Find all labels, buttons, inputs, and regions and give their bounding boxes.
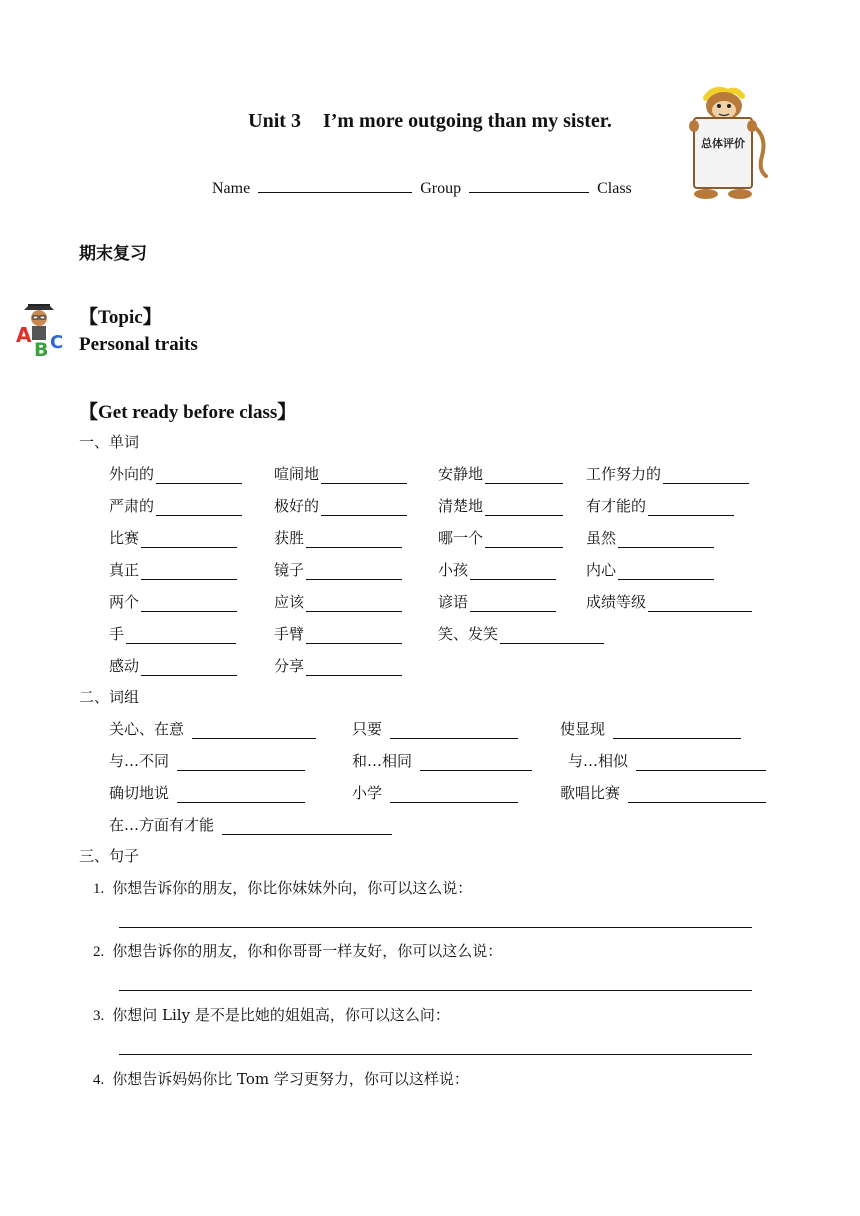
vocab-answer-blank[interactable] — [470, 595, 556, 612]
name-label: Name — [212, 180, 251, 197]
phrase-answer-blank[interactable] — [222, 818, 392, 835]
vocab-item — [586, 495, 734, 516]
phrase-item — [560, 718, 741, 739]
vocab-answer-blank[interactable] — [485, 531, 563, 548]
vocab-item — [274, 623, 402, 644]
phrase-text: 与…相似 — [568, 752, 629, 770]
phrase-answer-blank[interactable] — [613, 722, 741, 739]
student-info-line — [212, 178, 632, 198]
vocab-answer-blank[interactable] — [485, 499, 563, 516]
sentence-answer-line[interactable] — [119, 990, 752, 991]
phrase-item — [109, 782, 305, 803]
phrase-answer-blank[interactable] — [390, 786, 518, 803]
vocab-item — [109, 495, 242, 516]
sentence-answer-line[interactable] — [119, 927, 752, 928]
vocab-answer-blank[interactable] — [126, 627, 236, 644]
phrase-text: 与…不同 — [109, 752, 170, 770]
sentence-text: 你想告诉你的朋友，你比你妹妹外向，你可以这么说： — [112, 879, 473, 897]
phrase-item — [109, 814, 392, 835]
phrase-text: 小学 — [352, 784, 383, 802]
vocab-answer-blank[interactable] — [663, 467, 749, 484]
vocab-word: 喧闹地 — [274, 465, 320, 483]
phrase-text: 关心、在意 — [109, 720, 185, 738]
phrase-text: 和…相同 — [352, 752, 413, 770]
phrase-item — [352, 782, 518, 803]
vocab-item — [109, 463, 242, 484]
phrase-item — [352, 718, 518, 739]
phrase-text: 歌唱比赛 — [560, 784, 621, 802]
topic-label: 【Topic】 — [79, 307, 162, 328]
svg-text:B: B — [34, 339, 49, 360]
vocab-word: 手臂 — [274, 625, 305, 643]
group-label: Group — [420, 180, 462, 197]
vocab-item — [109, 591, 237, 612]
monkey-badge-icon — [684, 84, 776, 204]
vocab-word: 应该 — [274, 593, 305, 611]
sentence-number: 3. — [93, 1008, 105, 1024]
sentence-answer-line[interactable] — [119, 1054, 752, 1055]
vocab-answer-blank[interactable] — [306, 659, 402, 676]
sentence-number: 2. — [93, 944, 105, 960]
sentence-number: 4. — [93, 1072, 105, 1088]
phrase-answer-blank[interactable] — [628, 786, 766, 803]
vocab-item — [274, 559, 402, 580]
vocab-item — [109, 559, 237, 580]
vocab-answer-blank[interactable] — [500, 627, 604, 644]
vocab-item — [438, 591, 556, 612]
phrase-answer-blank[interactable] — [192, 722, 316, 739]
phrase-answer-blank[interactable] — [177, 754, 305, 771]
phrase-answer-blank[interactable] — [177, 786, 305, 803]
vocab-item — [109, 655, 237, 676]
title-unit: Unit 3 — [248, 110, 301, 132]
vocab-answer-blank[interactable] — [156, 467, 242, 484]
review-heading: 期末复习 — [79, 244, 147, 264]
vocab-word: 极好的 — [274, 497, 320, 515]
vocab-answer-blank[interactable] — [618, 563, 714, 580]
vocab-item — [274, 591, 402, 612]
sentence-prompt — [93, 940, 502, 961]
vocab-word: 谚语 — [438, 593, 469, 611]
vocab-answer-blank[interactable] — [470, 563, 556, 580]
vocab-item — [438, 559, 556, 580]
vocab-word: 两个 — [109, 593, 140, 611]
phrase-item — [560, 782, 766, 803]
vocab-answer-blank[interactable] — [141, 531, 237, 548]
phrase-item — [109, 750, 305, 771]
vocab-answer-blank[interactable] — [156, 499, 242, 516]
vocab-answer-blank[interactable] — [618, 531, 714, 548]
phrase-answer-blank[interactable] — [636, 754, 766, 771]
vocab-word: 笑、发笑 — [438, 625, 499, 643]
vocab-answer-blank[interactable] — [141, 563, 237, 580]
vocab-word: 工作努力的 — [586, 465, 662, 483]
vocab-heading: 一、单词 — [79, 433, 140, 451]
sentences-heading: 三、句子 — [79, 847, 140, 865]
svg-text:C: C — [50, 332, 64, 353]
vocab-word: 安静地 — [438, 465, 484, 483]
phrases-heading: 二、词组 — [79, 688, 140, 706]
phrase-item — [352, 750, 532, 771]
vocab-word: 获胜 — [274, 529, 305, 547]
vocab-item — [586, 559, 714, 580]
phrase-answer-blank[interactable] — [390, 722, 518, 739]
svg-text:A: A — [16, 323, 32, 347]
sentence-text: 你想问 Lily 是不是比她的姐姐高，你可以这么问： — [112, 1006, 450, 1024]
vocab-item — [438, 495, 563, 516]
vocab-answer-blank[interactable] — [321, 499, 407, 516]
topic-value: Personal traits — [79, 334, 198, 355]
vocab-item — [586, 527, 714, 548]
badge-text: 总体评价 — [701, 137, 745, 150]
vocab-answer-blank[interactable] — [141, 595, 237, 612]
sentence-prompt — [93, 877, 472, 898]
vocab-answer-blank[interactable] — [141, 659, 237, 676]
vocab-item — [586, 463, 749, 484]
vocab-item — [109, 623, 236, 644]
sentence-text: 你想告诉妈妈你比 Tom 学习更努力，你可以这样说： — [112, 1070, 469, 1088]
vocab-word: 镜子 — [274, 561, 305, 579]
abc-teacher-icon — [14, 302, 70, 360]
vocab-word: 外向的 — [109, 465, 155, 483]
vocab-answer-blank[interactable] — [306, 563, 402, 580]
vocab-answer-blank[interactable] — [306, 627, 402, 644]
vocab-item — [274, 527, 402, 548]
phrase-item — [109, 718, 316, 739]
sentence-prompt — [93, 1004, 450, 1025]
phrase-text: 使显现 — [560, 720, 606, 738]
vocab-item — [438, 623, 604, 644]
vocab-item — [274, 655, 402, 676]
vocab-answer-blank[interactable] — [485, 467, 563, 484]
sentence-text: 你想告诉你的朋友，你和你哥哥一样友好，你可以这么说： — [112, 942, 503, 960]
vocab-answer-blank[interactable] — [648, 595, 752, 612]
vocab-item — [438, 463, 563, 484]
phrase-answer-blank[interactable] — [420, 754, 532, 771]
vocab-word: 感动 — [109, 657, 140, 675]
vocab-word: 真正 — [109, 561, 140, 579]
title-text: I’m more outgoing than my sister. — [322, 110, 612, 132]
vocab-word: 有才能的 — [586, 497, 647, 515]
class-label: Class — [597, 180, 632, 197]
vocab-item — [109, 527, 237, 548]
vocab-answer-blank[interactable] — [306, 595, 402, 612]
vocab-word: 比赛 — [109, 529, 140, 547]
vocab-word: 严肃的 — [109, 497, 155, 515]
vocab-word: 分享 — [274, 657, 305, 675]
vocab-word: 清楚地 — [438, 497, 484, 515]
vocab-item — [274, 463, 407, 484]
phrase-text: 只要 — [352, 720, 383, 738]
vocab-answer-blank[interactable] — [321, 467, 407, 484]
vocab-word: 虽然 — [586, 529, 617, 547]
vocab-word: 手 — [109, 625, 125, 643]
sentence-number: 1. — [93, 881, 105, 897]
vocab-word: 小孩 — [438, 561, 469, 579]
vocab-item — [274, 495, 407, 516]
phrase-text: 在…方面有才能 — [109, 816, 215, 834]
vocab-item — [438, 527, 563, 548]
vocab-item — [586, 591, 752, 612]
group-field[interactable] — [469, 178, 589, 193]
sentence-prompt — [93, 1068, 469, 1089]
vocab-word: 内心 — [586, 561, 617, 579]
phrase-item — [568, 750, 766, 771]
vocab-answer-blank[interactable] — [648, 499, 734, 516]
vocab-word: 哪一个 — [438, 529, 484, 547]
ready-heading: 【Get ready before class】 — [79, 402, 297, 423]
vocab-word: 成绩等级 — [586, 593, 647, 611]
vocab-answer-blank[interactable] — [306, 531, 402, 548]
phrase-text: 确切地说 — [109, 784, 170, 802]
name-field[interactable] — [258, 178, 412, 193]
